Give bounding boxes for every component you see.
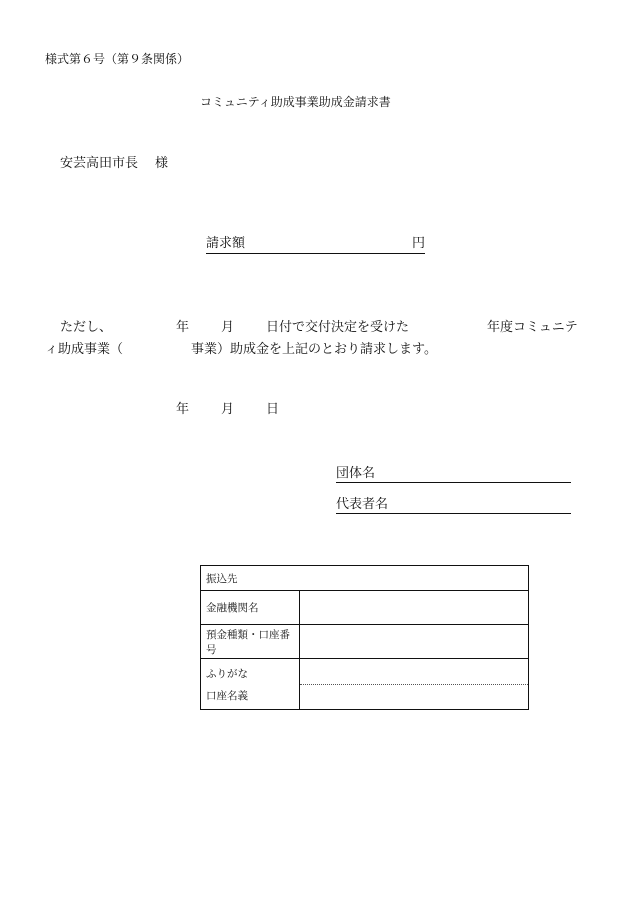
body-fiscal-year-text: 年度コミュニテ xyxy=(487,320,578,335)
holder-label-cell xyxy=(201,659,300,710)
date-day-label: 日 xyxy=(266,402,280,417)
date-year-label: 年 xyxy=(176,402,190,417)
body-year-label: 年 xyxy=(176,320,190,335)
holder-field[interactable] xyxy=(300,659,529,710)
date-month-label: 月 xyxy=(221,402,235,417)
group-name-label: 団体名 xyxy=(336,466,376,481)
representative-line xyxy=(336,497,571,514)
account-label: 預金種類・口座番号 xyxy=(201,625,300,659)
document-title: コミュニティ助成事業助成金請求書 xyxy=(200,95,391,109)
institution-label: 金融機関名 xyxy=(201,591,300,625)
representative-label: 代表者名 xyxy=(336,497,389,512)
claim-amount-unit: 円 xyxy=(411,236,425,251)
furigana-divider xyxy=(300,684,528,685)
body-text-prefix: ただし、 xyxy=(60,320,113,335)
table-row xyxy=(201,659,529,710)
bank-transfer-table xyxy=(200,565,529,710)
claim-amount-label: 請求額 xyxy=(206,236,246,251)
claim-amount-line xyxy=(206,236,425,254)
group-name-line xyxy=(336,466,571,483)
bank-header: 振込先 xyxy=(201,566,529,591)
body-project-suffix: 事業）助成金を上記のとおり請求します。 xyxy=(191,342,437,357)
body-month-label: 月 xyxy=(221,320,235,335)
institution-field[interactable] xyxy=(300,591,529,625)
table-row xyxy=(201,566,529,591)
table-row xyxy=(201,625,529,659)
table-row xyxy=(201,591,529,625)
honorific: 様 xyxy=(155,156,169,171)
holder-label: 口座名義 xyxy=(206,690,248,702)
account-field[interactable] xyxy=(300,625,529,659)
addressee: 安芸高田市長 xyxy=(60,156,139,171)
body-project-prefix: ィ助成事業（ xyxy=(45,342,124,357)
body-day-text: 日付で交付決定を受けた xyxy=(266,320,410,335)
furigana-label: ふりがな xyxy=(206,668,248,680)
form-number: 様式第６号（第９条関係） xyxy=(45,52,190,66)
